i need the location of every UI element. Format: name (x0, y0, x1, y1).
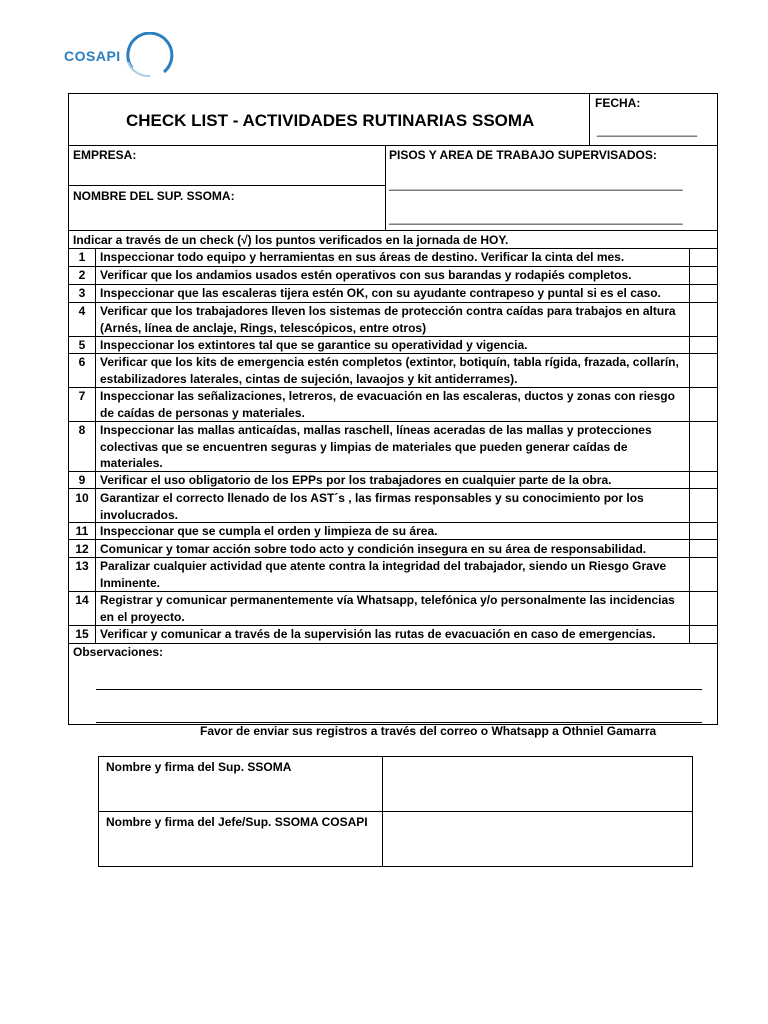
item-text: Verificar que los trabajadores lleven los sistemas de protección contra caídas para trabajos en altura (Arnés, línea de anclaje, Rings, telescópicos, entre otros) (100, 304, 676, 335)
company-label: EMPRESA: (73, 148, 137, 162)
supervisor-name-label: NOMBRE DEL SUP. SSOMA: (73, 189, 235, 203)
item-text: Verificar el uso obligatorio de los EPPs por los trabajadores en cualquier parte de la obra. (100, 473, 612, 487)
item-number: 10 (75, 491, 89, 505)
item-number: 8 (78, 423, 86, 437)
item-text: Registrar y comunicar permanentemente vía Whatsapp, telefónica y/o personalmente las incidencias en el proyecto. (100, 593, 675, 624)
supervisor-signature-label: Nombre y firma del Sup. SSOMA (106, 760, 292, 774)
item-number: 5 (78, 338, 86, 352)
item-checkbox[interactable] (690, 337, 717, 353)
item-text: Inspeccionar todo equipo y herramientas en sus áreas de destino. Verificar la cinta del mes. (100, 250, 625, 264)
item-checkbox[interactable] (690, 249, 717, 266)
logo-text: COSAPI (64, 48, 121, 64)
item-text: Comunicar y tomar acción sobre todo acto y condición insegura en su área de responsabilidad. (100, 542, 647, 556)
chief-signature-field[interactable] (383, 812, 692, 866)
item-checkbox[interactable] (690, 267, 717, 284)
chief-signature-label: Nombre y firma del Jefe/Sup. SSOMA COSAPI (106, 815, 368, 829)
logo-ring-icon (120, 32, 176, 78)
item-number: 7 (78, 389, 86, 403)
item-checkbox[interactable] (690, 523, 717, 539)
item-text: Inspeccionar que las escaleras tijera estén OK, con su ayudante contrapeso y puntal si es el caso. (100, 286, 661, 300)
item-number: 11 (75, 524, 89, 538)
item-text: Garantizar el correcto llenado de los AST´s , las firmas responsables y su conocimiento por los involucrados. (100, 491, 644, 522)
item-text: Verificar y comunicar a través de la supervisión las rutas de evacuación en caso de emergencias. (100, 627, 656, 641)
item-number: 4 (78, 304, 86, 318)
item-number: 6 (78, 355, 86, 369)
signature-table (98, 756, 693, 867)
item-checkbox[interactable] (690, 489, 717, 522)
item-text: Inspeccionar las señalizaciones, letreros, de evacuación en las escaleras, ductos y zonas con riesgo de caídas de personas y materiales. (100, 389, 675, 420)
item-checkbox[interactable] (690, 303, 717, 336)
observations-line-2[interactable] (96, 722, 702, 723)
item-text: Inspeccionar las mallas anticaídas, mallas raschell, líneas aceradas de las mallas y protecciones colectivas que se encuentren seguras y limpias de materiales que pueden generar caídas de materiales. (100, 423, 652, 470)
item-checkbox[interactable] (690, 388, 717, 421)
item-number: 9 (78, 473, 86, 487)
item-text: Inspeccionar que se cumpla el orden y limpieza de su área. (100, 524, 438, 538)
floors-area-label: PISOS Y AREA DE TRABAJO SUPERVISADOS: (389, 148, 657, 162)
instructions-text: Indicar a través de un check (√) los puntos verificados en la jornada de HOY. (73, 233, 509, 247)
floors-area-field-2[interactable]: ____________________________________________ (389, 211, 683, 225)
item-text: Inspeccionar los extintores tal que se garantice su operatividad y vigencia. (100, 338, 528, 352)
item-checkbox[interactable] (690, 626, 717, 643)
item-checkbox[interactable] (690, 422, 717, 471)
supervisor-signature-field[interactable] (383, 757, 692, 811)
item-text: Paralizar cualquier actividad que atente contra la integridad del trabajador, siendo un Riesgo Grave Inminente. (100, 559, 667, 590)
item-number: 14 (75, 593, 89, 607)
item-checkbox[interactable] (690, 540, 717, 557)
observations-line-1[interactable] (96, 689, 702, 690)
item-checkbox[interactable] (690, 558, 717, 591)
item-number: 13 (75, 559, 89, 573)
item-text: Verificar que los kits de emergencia estén completos (extintor, botiquín, tabla rígida, frazada, collarín, estabilizadores laterales, cintas de sujeción, lavaojos y kit antiderrames). (100, 355, 679, 386)
item-number: 2 (78, 268, 86, 282)
item-checkbox[interactable] (690, 592, 717, 625)
item-number: 12 (75, 542, 89, 556)
item-checkbox[interactable] (690, 472, 717, 488)
page-title: CHECK LIST - ACTIVIDADES RUTINARIAS SSOMA (126, 111, 535, 130)
item-number: 3 (78, 286, 86, 300)
item-text: Verificar que los andamios usados estén operativos con sus barandas y rodapiés completos. (100, 268, 632, 282)
floors-area-field-1[interactable]: ____________________________________________ (389, 177, 683, 191)
footnote: Favor de enviar sus registros a través del correo o Whatsapp a Othniel Gamarra (200, 724, 657, 738)
observations-label: Observaciones: (73, 645, 164, 659)
item-checkbox[interactable] (690, 354, 717, 387)
item-checkbox[interactable] (690, 285, 717, 302)
item-number: 1 (78, 250, 86, 264)
date-field[interactable]: _______________ (597, 123, 698, 137)
checklist-form (68, 93, 718, 725)
date-label: FECHA: (595, 96, 641, 110)
cosapi-logo (64, 32, 184, 82)
item-number: 15 (75, 627, 89, 641)
